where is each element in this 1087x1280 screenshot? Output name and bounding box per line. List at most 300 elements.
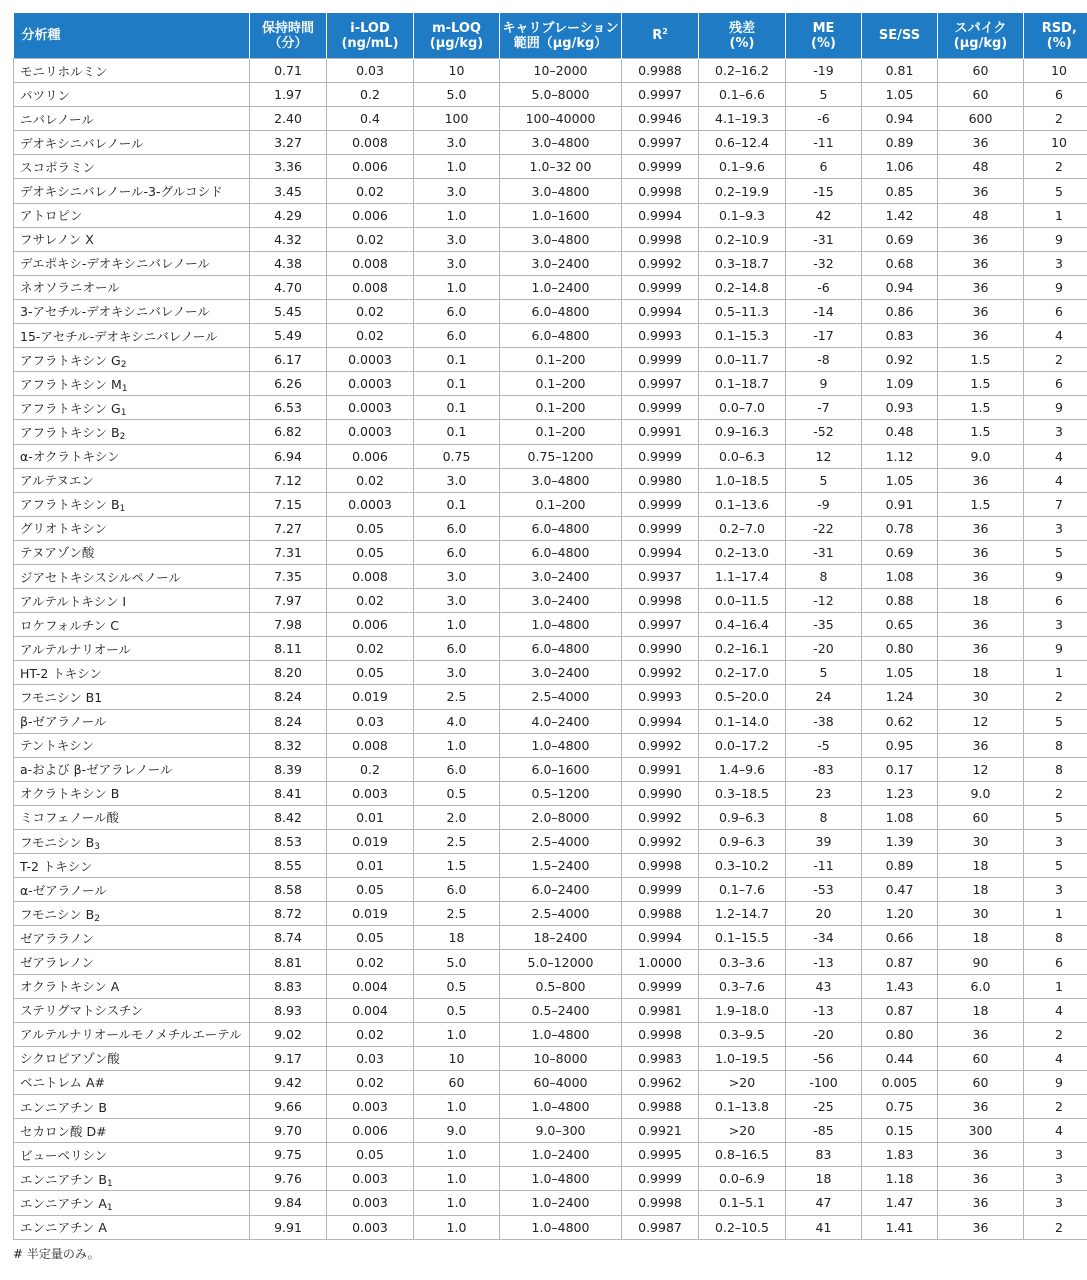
table-cell: 0.003 [327,1191,414,1215]
table-cell: 1.0 [414,203,500,227]
table-cell: 0.9994 [622,926,699,950]
table-cell: 36 [938,1022,1024,1046]
table-cell: 36 [938,227,1024,251]
table-cell: 10 [414,1046,500,1070]
table-cell: 30 [938,830,1024,854]
table-cell: 0.9946 [622,107,699,131]
table-cell: 0.1 [414,348,500,372]
table-cell: 0.9992 [622,830,699,854]
table-cell: 1.08 [862,564,938,588]
table-cell: 83 [786,1143,862,1167]
table-cell: 0.05 [327,926,414,950]
analyte-subscript: 1 [121,383,128,394]
table-cell: 8.24 [250,685,327,709]
table-cell: 0.05 [327,878,414,902]
table-row [14,1143,1087,1167]
table-cell: 4 [1024,1046,1087,1070]
table-row [14,974,1087,998]
table-cell: 0.5–1200 [500,781,622,805]
table-cell: 3.0 [414,131,500,155]
analyte-name-cell [14,998,250,1022]
table-cell: 0.15 [862,1119,938,1143]
table-cell: 0.1–14.0 [699,709,786,733]
table-cell: 0.1–18.7 [699,372,786,396]
table-cell: 0.86 [862,299,938,323]
table-cell: 3 [1024,1167,1087,1191]
table-cell: 0.9988 [622,1095,699,1119]
table-cell: 100–40000 [500,107,622,131]
table-cell: 3.0–4800 [500,227,622,251]
table-cell: 0.0–6.3 [699,444,786,468]
analyte-name-cell [14,324,250,348]
table-cell: 0.17 [862,757,938,781]
table-cell: 18 [938,926,1024,950]
analyte-subscript: 3 [94,841,100,852]
table-row [14,59,1087,83]
analyte-name-cell [14,299,250,323]
table-cell: 8.24 [250,709,327,733]
table-cell: 0.6–12.4 [699,131,786,155]
table-cell: 8.41 [250,781,327,805]
analyte-name-cell [14,1215,250,1239]
table-cell: 48 [938,155,1024,179]
table-cell: 1.12 [862,444,938,468]
table-row [14,444,1087,468]
analyte-name: デエポキシ-デオキシニバレノール [20,256,210,272]
table-row [14,830,1087,854]
table-cell: 10 [414,59,500,83]
table-cell: 0.9999 [622,1167,699,1191]
table-row [14,589,1087,613]
table-cell: 0.9997 [622,372,699,396]
table-cell: 0.1–6.6 [699,83,786,107]
table-cell: 8 [1024,926,1087,950]
table-cell: 0.78 [862,516,938,540]
table-cell: 0.1 [414,420,500,444]
table-cell: -19 [786,59,862,83]
table-cell: 0.9999 [622,155,699,179]
table-cell: 0.91 [862,492,938,516]
table-cell: 8 [1024,757,1087,781]
table-cell: 0.9987 [622,1215,699,1239]
table-cell: 1.0–4800 [500,613,622,637]
table-row [14,878,1087,902]
column-header-label: 保持時間 [261,20,314,36]
table-row [14,757,1087,781]
table-cell: -13 [786,998,862,1022]
table-cell: -38 [786,709,862,733]
table-cell: 0.83 [862,324,938,348]
table-cell: 0.05 [327,540,414,564]
table-row [14,709,1087,733]
column-header-label: スパイク [954,20,1007,36]
column-header-unit: (%) [1046,35,1072,51]
table-cell: 7.27 [250,516,327,540]
table-row [14,540,1087,564]
table-cell: -7 [786,396,862,420]
analyte-name: テヌアゾン酸 [20,545,95,561]
table-cell: 36 [938,613,1024,637]
table-cell: 60 [938,805,1024,829]
table-cell: 3 [1024,878,1087,902]
table-cell: 0.9962 [622,1070,699,1094]
table-cell: 0.9993 [622,685,699,709]
table-cell: 6.0–4800 [500,516,622,540]
table-cell: 1.08 [862,805,938,829]
table-cell: 1.0000 [622,950,699,974]
analyte-name-cell [14,516,250,540]
table-row [14,805,1087,829]
table-cell: 2 [1024,1095,1087,1119]
table-cell: 0.008 [327,275,414,299]
table-cell: 4.38 [250,251,327,275]
table-cell: 0.0–6.9 [699,1167,786,1191]
table-cell: 0.02 [327,1070,414,1094]
column-header-label: RSD, [1041,20,1077,36]
column-header-unit: (%) [729,35,755,51]
table-cell: >20 [699,1070,786,1094]
table-cell: 0.0–11.5 [699,589,786,613]
table-cell: 0.4–16.4 [699,613,786,637]
table-cell: 1.0 [414,1191,500,1215]
table-cell: 42 [786,203,862,227]
table-cell: 8.20 [250,661,327,685]
table-cell: 0.03 [327,59,414,83]
table-cell: 1.5 [938,420,1024,444]
table-cell: 5 [1024,805,1087,829]
table-cell: 36 [938,131,1024,155]
table-cell: 18 [938,878,1024,902]
table-cell: 1.0 [414,1215,500,1239]
table-cell: 0.3–7.6 [699,974,786,998]
table-cell: -6 [786,107,862,131]
table-cell: 0.006 [327,155,414,179]
table-cell: -53 [786,878,862,902]
table-cell: 8.74 [250,926,327,950]
table-cell: 36 [938,1095,1024,1119]
table-cell: 18 [938,854,1024,878]
analyte-name: アルテルナリオール [20,641,132,657]
analyte-name: アフラトキシン G [20,352,121,368]
table-cell: 0.1 [414,372,500,396]
analyte-name: アルテルナリオールモノメチルエーテル [20,1027,242,1043]
table-cell: 18–2400 [500,926,622,950]
analyte-name-cell [14,1119,250,1143]
table-cell: -31 [786,227,862,251]
table-cell: 0.03 [327,1046,414,1070]
table-row [14,131,1087,155]
table-cell: 1.0 [414,1095,500,1119]
analyte-subscript: 2 [119,431,126,442]
column-header [250,13,327,59]
table-cell: 8.83 [250,974,327,998]
table-cell: 5.49 [250,324,327,348]
table-cell: 1.4–9.6 [699,757,786,781]
table-cell: 0.019 [327,685,414,709]
table-cell: 1.5 [414,854,500,878]
table-cell: 6.0 [938,974,1024,998]
column-header [938,13,1024,59]
table-cell: 0.9988 [622,902,699,926]
analyte-name: ニバレノール [20,111,94,127]
analyte-name-cell [14,227,250,251]
table-cell: 6.17 [250,348,327,372]
table-cell: 1.0–2400 [500,275,622,299]
table-cell: 0.2–13.0 [699,540,786,564]
table-cell: 0.62 [862,709,938,733]
analyte-name: モニリホルミン [20,63,108,79]
analyte-name: グリオトキシン [20,521,107,537]
analyte-name: β-ゼアラノール [20,714,107,730]
table-cell: 18 [414,926,500,950]
table-cell: 0.1–15.3 [699,324,786,348]
analyte-subscript: 1 [106,1202,113,1213]
table-cell: 18 [786,1167,862,1191]
table-cell: 0.03 [327,709,414,733]
analyte-name-cell [14,757,250,781]
table-cell: 0.02 [327,299,414,323]
analyte-name-cell [14,1191,250,1215]
table-cell: 1.24 [862,685,938,709]
table-cell: 2.5 [414,830,500,854]
table-cell: 0.80 [862,1022,938,1046]
analyte-name: T-2 トキシン [20,858,93,874]
analyte-name: a-および β-ゼアラレノール [20,762,173,778]
table-cell: 0.9994 [622,203,699,227]
table-cell: 0.9980 [622,468,699,492]
table-cell: 0.69 [862,540,938,564]
table-cell: -15 [786,179,862,203]
table-cell: 0.006 [327,444,414,468]
table-cell: 2 [1024,685,1087,709]
table-cell: 36 [938,179,1024,203]
table-cell: 9 [1024,1070,1087,1094]
table-cell: 0.48 [862,420,938,444]
table-cell: 0.9988 [622,59,699,83]
table-cell: 12 [786,444,862,468]
table-cell: 0.02 [327,179,414,203]
table-row [14,83,1087,107]
table-cell: 8.39 [250,757,327,781]
table-cell: 3.45 [250,179,327,203]
analyte-name: アフラトキシン B [20,497,120,513]
table-cell: -8 [786,348,862,372]
column-header [1024,13,1087,59]
table-row [14,1215,1087,1239]
analyte-name: ベニトレム A# [20,1075,105,1091]
table-cell: 5 [1024,709,1087,733]
table-cell: 0.9981 [622,998,699,1022]
table-cell: 0.9992 [622,251,699,275]
header-row [14,13,1087,59]
table-cell: 0.006 [327,613,414,637]
table-cell: 0.0–11.7 [699,348,786,372]
table-cell: 6.94 [250,444,327,468]
analyte-name-cell [14,902,250,926]
table-row [14,179,1087,203]
table-cell: 1.05 [862,83,938,107]
table-cell: -20 [786,1022,862,1046]
table-cell: 2.5–4000 [500,902,622,926]
table-cell: 1.1–17.4 [699,564,786,588]
table-header [14,13,1087,59]
table-cell: 0.003 [327,1167,414,1191]
table-row [14,926,1087,950]
table-cell: 0.008 [327,131,414,155]
table-cell: 6.0–4800 [500,299,622,323]
table-cell: 9.0 [938,781,1024,805]
analyte-name: ネオソラニオール [20,280,120,296]
table-cell: 8 [786,564,862,588]
analyte-name-cell [14,878,250,902]
table-row [14,372,1087,396]
table-cell: 60 [938,83,1024,107]
table-cell: -13 [786,950,862,974]
table-cell: 1.97 [250,83,327,107]
table-cell: 0.5–11.3 [699,299,786,323]
table-cell: 1.18 [862,1167,938,1191]
table-cell: 6.0–1600 [500,757,622,781]
table-cell: 2.0–8000 [500,805,622,829]
table-row [14,492,1087,516]
table-cell: -83 [786,757,862,781]
table-cell: 9 [1024,275,1087,299]
table-row [14,950,1087,974]
table-cell: 4 [1024,468,1087,492]
table-cell: 1.0 [414,1167,500,1191]
table-cell: 0.003 [327,781,414,805]
analyte-name: ビューベリシン [20,1147,108,1163]
table-cell: 1.0–19.5 [699,1046,786,1070]
table-cell: 0.5–800 [500,974,622,998]
table-cell: 8.58 [250,878,327,902]
table-cell: 0.3–10.2 [699,854,786,878]
table-cell: 1.09 [862,372,938,396]
table-cell: 0.1 [414,492,500,516]
table-cell: 0.2–10.5 [699,1215,786,1239]
table-cell: 5.0 [414,83,500,107]
table-cell: 36 [938,540,1024,564]
table-cell: 0.9991 [622,757,699,781]
table-cell: 0.0003 [327,492,414,516]
table-cell: 0.019 [327,902,414,926]
table-cell: 0.9993 [622,324,699,348]
table-cell: 0.9994 [622,299,699,323]
table-row [14,348,1087,372]
table-cell: 0.5 [414,974,500,998]
table-cell: 1.0 [414,1143,500,1167]
analyte-name-cell [14,420,250,444]
table-cell: 3 [1024,251,1087,275]
table-cell: 0.3–3.6 [699,950,786,974]
table-cell: 5.0–12000 [500,950,622,974]
table-cell: -17 [786,324,862,348]
table-cell: 4 [1024,324,1087,348]
table-cell: 60–4000 [500,1070,622,1094]
column-header-label: i-LOD [350,20,390,36]
table-cell: 6.0–4800 [500,540,622,564]
table-cell: -11 [786,131,862,155]
table-cell: 36 [938,1191,1024,1215]
column-header-label: ME [812,20,835,36]
analyte-name-cell [14,155,250,179]
table-cell: 18 [938,661,1024,685]
analyte-name-cell [14,733,250,757]
table-cell: 10 [1024,131,1087,155]
table-cell: 0.65 [862,613,938,637]
table-cell: 6.82 [250,420,327,444]
table-cell: 0.003 [327,1215,414,1239]
table-cell: 36 [938,1215,1024,1239]
analyte-name: アルテヌエン [20,473,94,489]
analyte-name-cell [14,613,250,637]
analyte-name-cell [14,396,250,420]
table-cell: 100 [414,107,500,131]
table-cell: 9.0–300 [500,1119,622,1143]
table-cell: 36 [938,516,1024,540]
table-cell: 0.01 [327,805,414,829]
table-cell: 0.9–16.3 [699,420,786,444]
table-cell: 9 [1024,637,1087,661]
table-cell: 6.0 [414,540,500,564]
analyte-name: ロケフォルチン C [20,617,119,633]
table-cell: 0.1–200 [500,348,622,372]
table-cell: 0.02 [327,950,414,974]
table-cell: 3.27 [250,131,327,155]
column-header [500,13,622,59]
table-cell: -11 [786,854,862,878]
table-cell: 3.0–2400 [500,251,622,275]
table-cell: 9.66 [250,1095,327,1119]
table-row [14,685,1087,709]
table-cell: 0.9998 [622,1191,699,1215]
table-cell: 0.1–13.6 [699,492,786,516]
table-cell: 3.0–2400 [500,589,622,613]
table-cell: 5 [1024,854,1087,878]
table-row [14,227,1087,251]
table-cell: 0.9983 [622,1046,699,1070]
table-cell: >20 [699,1119,786,1143]
table-cell: 6 [1024,950,1087,974]
column-header [786,13,862,59]
analyte-name: オクラトキシン B [20,786,120,802]
table-cell: 36 [938,275,1024,299]
table-row [14,1022,1087,1046]
table-cell: 300 [938,1119,1024,1143]
table-cell: 10 [1024,59,1087,83]
table-cell: 0.2–16.1 [699,637,786,661]
table-cell: 0.004 [327,974,414,998]
footnote: # 半定量のみ。 [13,1247,100,1261]
column-header-unit: 範囲（µg/kg） [513,35,608,51]
table-row [14,420,1087,444]
analyte-table [13,13,1087,1240]
table-cell: 4.0 [414,709,500,733]
table-cell: 60 [938,1046,1024,1070]
table-cell: 1.06 [862,155,938,179]
table-cell: 2.40 [250,107,327,131]
table-cell: 0.9998 [622,854,699,878]
table-cell: 18 [938,998,1024,1022]
analyte-name: α-オクラトキシン [20,449,120,465]
table-cell: 0.5–2400 [500,998,622,1022]
table-cell: 0.47 [862,878,938,902]
table-cell: 0.9937 [622,564,699,588]
table-row [14,155,1087,179]
analyte-name: パツリン [20,87,71,103]
analyte-name: ゼアララノン [20,930,95,946]
table-cell: 0.9–6.3 [699,805,786,829]
